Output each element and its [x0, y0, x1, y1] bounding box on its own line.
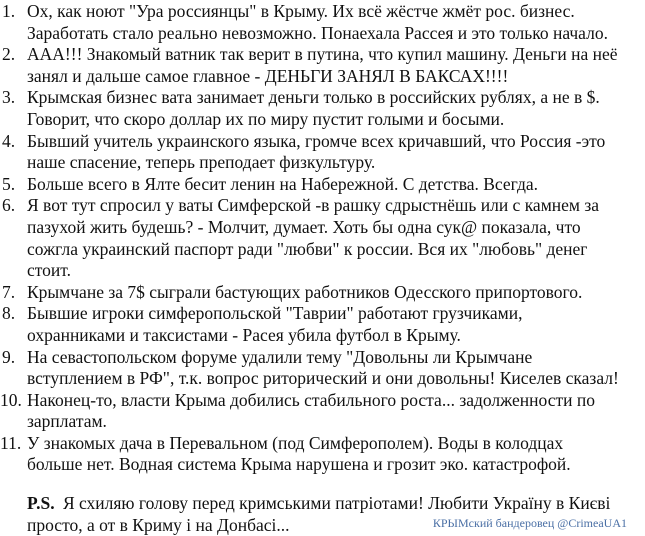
list-item: [0, 347, 645, 390]
list-item-number: 3.: [2, 87, 16, 108]
list-item-text-line: Говорит, что скоро доллар их по миру пустит голыми и босыми.: [27, 108, 505, 129]
list-item-number: 8.: [2, 303, 16, 324]
list-item-text-line: Наконец-то, власти Крыма добились стабильного роста... задолженности по: [27, 389, 595, 410]
list-item-text-line: Бывшие игроки симферопольской "Таврии" работают грузчиками,: [27, 303, 523, 324]
list-item-number: 5.: [2, 173, 16, 194]
postscript-line-2: просто, а от в Криму і на Донбасі...: [27, 514, 290, 535]
list-item-text-line: На севастопольском форуме удалили тему "Довольны ли Крымчане: [27, 346, 533, 367]
list-item-text-line: наше спасение, теперь преподает физкультуру.: [27, 152, 376, 173]
list-item: [0, 174, 645, 196]
list-item-text-line: Крымчане за 7$ сыграли бастующих работников Одесского припортового.: [27, 281, 583, 302]
list-item-number: 1.: [2, 1, 16, 21]
list-item-text-line: Заработать стало реально невозможно. Понаехала Рассея и это только начало.: [27, 22, 608, 43]
list-item-text-line: охранниками и таксистами - Расея убила футбол в Крыму.: [27, 324, 461, 345]
list-item-text-line: У знакомых дача в Перевальном (под Симферополем). Воды в колодцах: [27, 432, 564, 453]
list-item-number: 4.: [2, 130, 16, 151]
list-item-text-line: Ох, как ноют "Ура россиянцы" в Крыму. Их всё жёстче жмёт рос. бизнес.: [27, 1, 575, 21]
list-item-number: 6.: [2, 195, 16, 216]
list-item: [0, 195, 645, 281]
postscript-label: P.S.: [27, 493, 55, 513]
list-item: [0, 44, 645, 87]
list-item-text-line: занял и дальше самое главное - ДЕНЬГИ ЗАНЯЛ В БАКСАХ!!!!: [27, 65, 509, 86]
list-item: [0, 303, 645, 346]
list-item-text-line: Я вот тут спросил у ваты Симферской -в рашку сдрыстнёшь или с камнем за: [27, 195, 600, 216]
list-item-text-line: ААА!!! Знакомый ватник так верит в путина, что купил машину. Деньги на неё: [27, 44, 618, 65]
list-item: [0, 433, 645, 476]
list-item-number: 10.: [0, 389, 22, 410]
postscript-text-1: Я схиляю голову перед кримськими патріотами! Любити Україну в Києві: [62, 493, 611, 513]
list-item-text-line: вступлением в РФ", т.к. вопрос риторический и они довольны! Киселев сказал!: [27, 368, 619, 389]
list-item: [0, 1, 645, 44]
list-item-number: 7.: [2, 281, 16, 302]
list-item-text-line: стоит.: [27, 260, 72, 281]
list-item-text-line: Крымская бизнес вата занимает деньги только в российских рублях, а не в $.: [27, 87, 600, 108]
numbered-list: [0, 1, 645, 476]
postscript-line-1: [27, 493, 642, 515]
list-item-text-line: Больше всего в Ялте бесит ленин на Набережной. С детства. Всегда.: [27, 173, 539, 194]
list-item-number: 11.: [0, 432, 22, 453]
list-item-text-line: пазухой жить будешь? - Молчит, думает. Хоть бы одна сук@ показала, что: [27, 216, 581, 237]
list-item-text-line: зарплатам.: [27, 411, 107, 432]
list-item-number: 9.: [2, 346, 16, 367]
list-item-number: 2.: [2, 44, 16, 65]
list-item: [0, 282, 645, 304]
list-item-text-line: Бывший учитель украинского языка, громче всех кричавший, что Россия -это: [27, 130, 606, 151]
list-item: [0, 390, 645, 433]
list-item: [0, 87, 645, 130]
list-item: [0, 131, 645, 174]
list-item-text-line: больше нет. Водная система Крыма нарушена и грозит эко. катастрофой.: [27, 454, 571, 475]
watermark-credit: КРЫМский бандеровец @CrimeaUA1: [432, 516, 627, 530]
list-item-text-line: сожгла украинский паспорт ради "любви" к россии. Вся их "любовь" денег: [27, 238, 588, 259]
